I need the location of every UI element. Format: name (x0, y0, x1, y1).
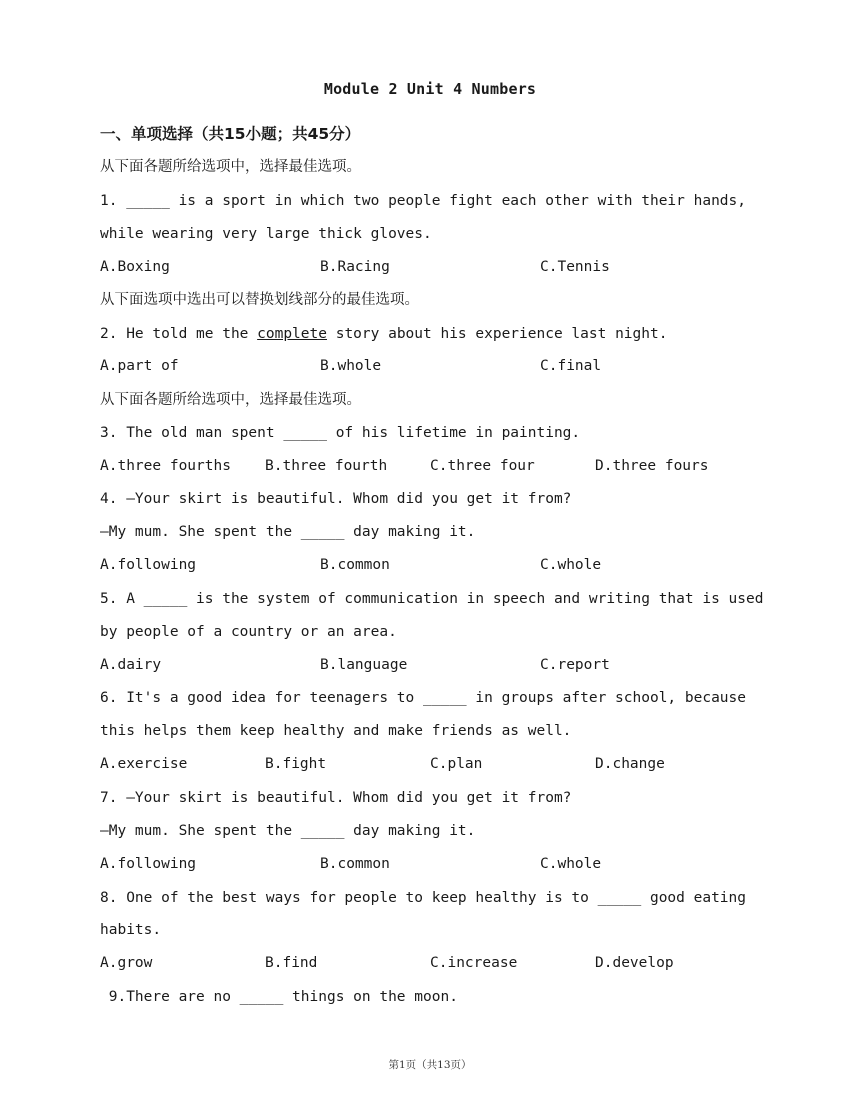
question-1-option-a: A.Boxing (100, 259, 170, 275)
question-7-line-1: 7. —Your skirt is beautiful. Whom did you get it from? (100, 790, 572, 806)
question-6-line-2: this helps them keep healthy and make friends as well. (100, 723, 572, 739)
question-4-option-b: B.common (320, 557, 390, 573)
question-6-line-1: 6. It's a good idea for teenagers to _____ in groups after school, because (100, 690, 747, 706)
page-footer: 第1页（共13页） (388, 1059, 472, 1071)
question-7-option-a: A.following (100, 856, 197, 872)
question-8-line-1: 8. One of the best ways for people to keep healthy is to _____ good eating (100, 890, 747, 906)
question-7-option-b: B.common (320, 856, 390, 872)
question-7-line-2: —My mum. She spent the _____ day making it. (100, 823, 476, 839)
question-5-option-c: C.report (540, 657, 610, 673)
question-3-line-1: 3. The old man spent _____ of his lifetime in painting. (100, 425, 581, 441)
question-6-option-c: C.plan (430, 756, 483, 772)
question-8-option-d: D.develop (595, 955, 674, 971)
question-5-option-a: A.dairy (100, 657, 162, 673)
question-5-line-2: by people of a country or an area. (100, 624, 397, 640)
question-3-option-a: A.three fourths (100, 458, 231, 474)
question-8-option-b: B.find (265, 955, 318, 971)
page-title: Module 2 Unit 4 Numbers (323, 80, 537, 98)
question-1-option-c: C.Tennis (540, 259, 610, 275)
question-3-option-c: C.three four (430, 458, 535, 474)
question-4-option-a: A.following (100, 557, 197, 573)
question-7-option-c: C.whole (540, 856, 602, 872)
question-5-option-b: B.language (320, 657, 408, 673)
question-2-option-a: A.part of (100, 358, 179, 374)
instruction-2: 从下面选项中选出可以替换划线部分的最佳选项。 (100, 292, 419, 308)
question-1-option-b: B.Racing (320, 259, 390, 275)
question-3-option-d: D.three fours (595, 458, 709, 474)
question-6-option-a: A.exercise (100, 756, 188, 772)
question-1-line-1: 1. _____ is a sport in which two people fight each other with their hands, (100, 193, 747, 209)
question-2-prefix: 2. He told me the (100, 326, 258, 342)
instruction-3: 从下面各题所给选项中，选择最佳选项。 (100, 392, 361, 408)
question-1-line-2: while wearing very large thick gloves. (100, 226, 432, 242)
question-2-underlined-word: complete (257, 326, 327, 342)
question-4-option-c: C.whole (540, 557, 602, 573)
instruction-1: 从下面各题所给选项中，选择最佳选项。 (100, 159, 361, 175)
question-2-option-b: B.whole (320, 358, 382, 374)
question-5-line-1: 5. A _____ is the system of communication in speech and writing that is used (100, 591, 764, 607)
question-9-line-1: 9.There are no _____ things on the moon. (100, 989, 458, 1005)
question-4-line-2: —My mum. She spent the _____ day making it. (100, 524, 476, 540)
question-8-option-a: A.grow (100, 955, 153, 971)
question-2-suffix: story about his experience last night. (326, 326, 668, 342)
question-3-option-b: B.three fourth (265, 458, 388, 474)
question-2-line (100, 324, 667, 344)
question-8-line-2: habits. (100, 922, 162, 938)
section-heading: 一、单项选择（共15小题；共45分） (100, 125, 361, 143)
question-6-option-d: D.change (595, 756, 665, 772)
question-6-option-b: B.fight (265, 756, 327, 772)
question-2-option-c: C.final (540, 358, 602, 374)
question-4-line-1: 4. —Your skirt is beautiful. Whom did you get it from? (100, 491, 572, 507)
question-8-option-c: C.increase (430, 955, 518, 971)
